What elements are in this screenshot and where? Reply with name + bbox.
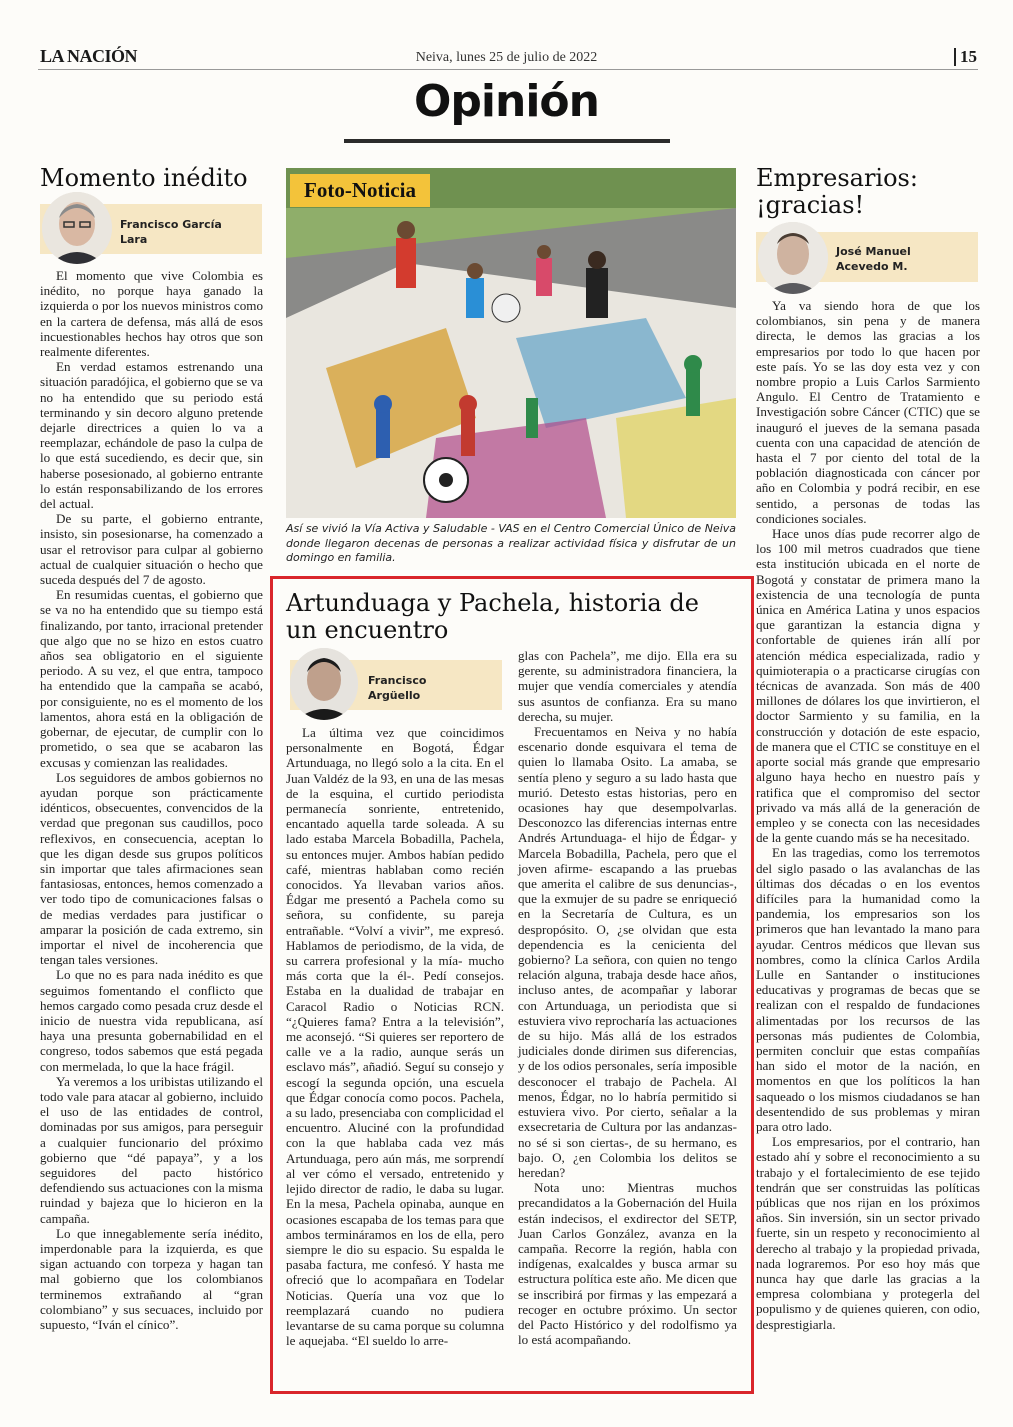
center-article-title: Artunduaga y Pachela, historia de un encuentro — [286, 589, 699, 644]
section-title: Opinión — [414, 76, 599, 127]
dateline: Neiva, lunes 25 de julio de 2022 — [415, 50, 598, 65]
newspaper-logo: LA NACIÓN — [40, 46, 138, 66]
foto-noticia-caption: Así se vivió la Vía Activa y Saludable - VAS en el Centro Comercial Único de Neiva donde llegaron decenas de personas a realizar actividad física y disfrutar de un domingo en familia. — [286, 522, 736, 564]
foto-noticia-label: Foto-Noticia — [290, 174, 430, 207]
center-author-name: Francisco Argüello — [368, 674, 427, 702]
section-rule — [344, 139, 670, 143]
center-article-body-col2: glas con Pachela”, me dijo. Ella era su gerente, su administradora financiera, la mujer que vendía comerciales y atendía sus asuntos de confianza. Era su mano derecha, su mujer. Frecuentamos en Neiva y no había escenario donde esquivara el tema de quien lo llamaba Osito. La amaba, se sentía pleno y seguro a su lado hasta que murió. Detesto estas historias, pero en ocasiones hay que desempolvarlas. Desconozco las diferencias internas entre Andrés Artunduaga- el hijo de Édgar- y Marcela Bobadilla, Pachela, pero que el joven afirme- escapando a las pruebas que amerita el calibre de sus denuncias-, que la exmujer de su padre se enriqueció en la Secretaría de Cultura, es un despropósito. O, ¿se olvidan que esta dependencia es la cenicienta del gobierno? La señora, con quien no tengo relación alguna, trabaja desde hace años, incluso antes, de acompañar y laborar con Artunduaga, un periodista que si estuviera vivo reprocharía las actuaciones de su hijo. Más allá de los estrados judiciales donde dirimen sus diferencias, y de los odios personales, sería imposible desconocer el trabajo de Pachela. Al menos, Édgar, no lo habría permitido si estuviera vivo. Por cierto, señalar a la exsecretaria de Cultura por las andanzas- no sé si son ciertas-, de su hermano, es bajo. O, ¿en Colombia los delitos se heredan? Nota uno: Mientras muchos precandidatos a la Gobernación del Huila están indecisos, el exdirector del SETP, Juan Carlos González, avanza en la campaña. Recorre la región, habla con indígenas, exalcaldes y busca armar su estructura política este año. Me dicen que se inscribirá por firmas y las empezará a recoger en octubre próximo. Un sector del Pacto Histórico y del rodolfismo ya lo está acompañando. — [518, 648, 737, 1348]
left-article-title: Momento inédito — [40, 164, 248, 192]
right-article-title: Empresarios: ¡gracias! — [756, 164, 918, 219]
author-photo-arguello — [290, 648, 358, 720]
author-photo-garcia — [42, 192, 112, 264]
center-article-body-col1: La última vez que coincidimos personalmente en Bogotá, Édgar Artunduaga, no llegó solo a la cita. En el Juan Valdéz de la 93, en una de las mesas de la esquina, el curtido periodista permanecía sonriente, entretenido, encantado aquella tarde soleada. A su lado estaba Marcela Bobadilla, Pachela, su entonces mujer. Ambos habían pedido café, mientras hablaban como recién conocidos. Ya llevaban varios años. Édgar me presentó a Pachela como su señora, su confidente, su pareja entrañable. “Volví a vivir”, me expresó. Hablamos de periodismo, de la vida, de su carrera profesional y la mía- mucho más corta que la él-. Pedí consejos. Estaba en la dualidad de trabajar en Caracol Radio o Noticias RCN. “¿Quieres fama? Entra a la televisión”, me aconsejó. “Si quieres ser reportero de calle ve a la radio, aunque serás un esclavo más”, añadió. Seguí su consejo y escogí la segunda opción, una escuela que Édgar conocía como pocos. Pachela, a su lado, presenciaba con complicidad el encuentro. Aluciné con la profundidad con la que hablaba cada vez más Artunduaga, pero aún más, me sorprendí al ver cómo el versado, entretenido y lejido director de radio, le daba su lugar. En la mesa, Pachela opinaba, aunque en ocasiones escapaba de los temas para que ambos termináramos en los de ella, pero siempre le dio su espacio. Su espalda le pasaba factura, me confesó. Y hasta me ofreció que lo acompañara en Todelar Noticias. Quería una voz que lo reemplazará cuando no pudiera levantarse de su cama porque su columna le aquejaba. “El sueldo lo arre- — [286, 725, 504, 1349]
right-author-name: José Manuel Acevedo M. — [836, 245, 911, 273]
author-photo-acevedo — [758, 222, 828, 294]
right-article-body: Ya va siendo hora de que los colombianos, sin pena y de manera directa, le demos las gracias a los empresarios por todo lo que hacen por este país. Yo se las doy esta vez y con nombre propio a Luis Carlos Sarmiento Angulo. El Centro de Tratamiento e Investigación sobre Cáncer (CTIC) que se inauguró el jueves de la semana pasada cuenta con una capacidad de atención de hasta el 7 por ciento del total de la población diagnosticada con cáncer por año en Colombia y podrá recibir, en ese sentido, a personas de todas las condiciones sociales. Hace unos días pude recorrer algo de los 100 mil metros cuadrados que tiene esta institución ubicada en el norte de Bogotá y constatar de primera mano la existencia de una tecnología de punta única en América Latina y unos espacios que garantizan la estancia digna y confortable de quienes irán allí por atención médica especializada, radio y quimioterapia o a practicarse cirugías con técnicas de avanzada. Son más de 400 millones de dólares los que invirtieron, el doctor Sarmiento y su familia, en la construcción y dotación de este espacio, de manera que el CTIC se constituye en el aporte social más grande que empresario alguno haya hecho en nuestro país y ratifica que el compromiso del sector privado va más allá de la generación de empleo y se conecta con las necesidades de la gente cuando más se ha necesitado. En las tragedias, como los terremotos del siglo pasado o las avalanchas de las últimas dos décadas o en los eventos difíciles para la humanidad como la pandemia, los empresarios son los primeros que han levantado la mano para ayudar. Centros médicos que llevan sus nombres, como la clínica Carlos Ardila Lulle en Santander o instituciones educativas y programas de becas que se realizan con el respaldo de fundaciones alimentadas por los recursos de las personas más pudientes de Colombia, permiten concluir que estas compañías han sido el motor de la nación, en momentos en que los políticos la han saqueado o los mismos ciudadanos se han desentendido de sus problemas y miran para otro lado. Los empresarios, por el contrario, han estado ahí y sobre el reconocimiento a su trabajo y el fortalecimiento de ese tejido tendrán que ser construidas las políticas públicas que nos rijan en los próximos años. Sin inversión, sin un sector privado fuerte, sin un respeto y reconocimiento al derecho al trabajo y la propiedad privada, nada lograremos. Por eso hoy más que nunca hay que darle las gracias a la empresa colombiana y protegerla del populismo y de quienes quieren, con odio, desprestigiarla. — [756, 298, 980, 1332]
header-rule — [38, 69, 978, 70]
left-article-body: El momento que vive Colombia es inédito, no porque haya ganado la izquierda o por los nuevos ministros como en la cartera de defensa, más allá de esos incuestionables hechos hay otros que son realmente diferentes. En verdad estamos estrenando una situación paradójica, el gobierno que se va no ha entendido que su periodo está terminando y sin decoro alguno pretende dejarle directrices a quien lo va a reemplazar, echándole de paso la culpa de lo que está sucediendo, es decir que, sin haberse posesionado, al gobierno entrante lo están responsabilizando de los errores del actual. De su parte, el gobierno entrante, insisto, sin posesionarse, ha comenzado a usar el retrovisor para culpar al gobierno actual de cualquier situación o hecho que suceda después del 7 de agosto. En resumidas cuentas, el gobierno que se va no ha entendido que su tiempo está finalizando, por tanto, irracional pretender que algo que no se hizo en estos cuatro años sea obligatorio en el siguiente periodo. A su vez, el que entra, tampoco ha entendido que la campaña se acabó, por consiguiente, no es el momento de los lamentos, ahora está en la obligación de gobernar, de ejecutar, de cumplir con lo prometido, o sea que se acabaron las excusas y comienzan las realidades. Los seguidores de ambos gobiernos no ayudan porque son prácticamente idénticos, obsecuentes, convencidos de la verdad que pregonan sus caudillos, poco reflexivos, en consecuencia, aceptan lo que les digan desde sus grupos políticos sin importar que tales afirmaciones sean fantasiosas, entonces, hemos comenzado a ver todo tipo de comunicaciones falsas o de medias verdades para justificar o amparar la posición de cada extremo, sin importar el nivel de incoherencia que tengan tales versiones. Lo que no es para nada inédito es que seguimos fomentando el conflicto que hemos cargado como pesada cruz desde el inicio de nuestra vida republicana, así haya una presunta gobernabilidad en el congreso, todos sabemos que está pegada con mermelada, lo que la hace frágil. Ya veremos a los uribistas utilizando el todo vale para atacar al gobierno, incluido el uso de las entidades de control, dominadas por sus amigos, para perseguir a cualquier funcionario del próximo gobierno que “dé papaya”, y a los seguidores del pacto histórico defendiendo sus actuaciones con la misma ruindad y bajeza que lo hicieron en la campaña. Lo que innegablemente sería inédito, imperdonable para la izquierda, es que sigan actuando con torpeza y hagan tan mal gobierno que los colombianos terminemos extrañando al “gran colombiano” y sus secuaces, incluido por supuesto, “Iván el cínico”. — [40, 268, 263, 1333]
left-author-name: Francisco García Lara — [120, 218, 222, 246]
page-number: 15 — [954, 48, 977, 66]
foto-noticia-photo — [286, 168, 736, 518]
